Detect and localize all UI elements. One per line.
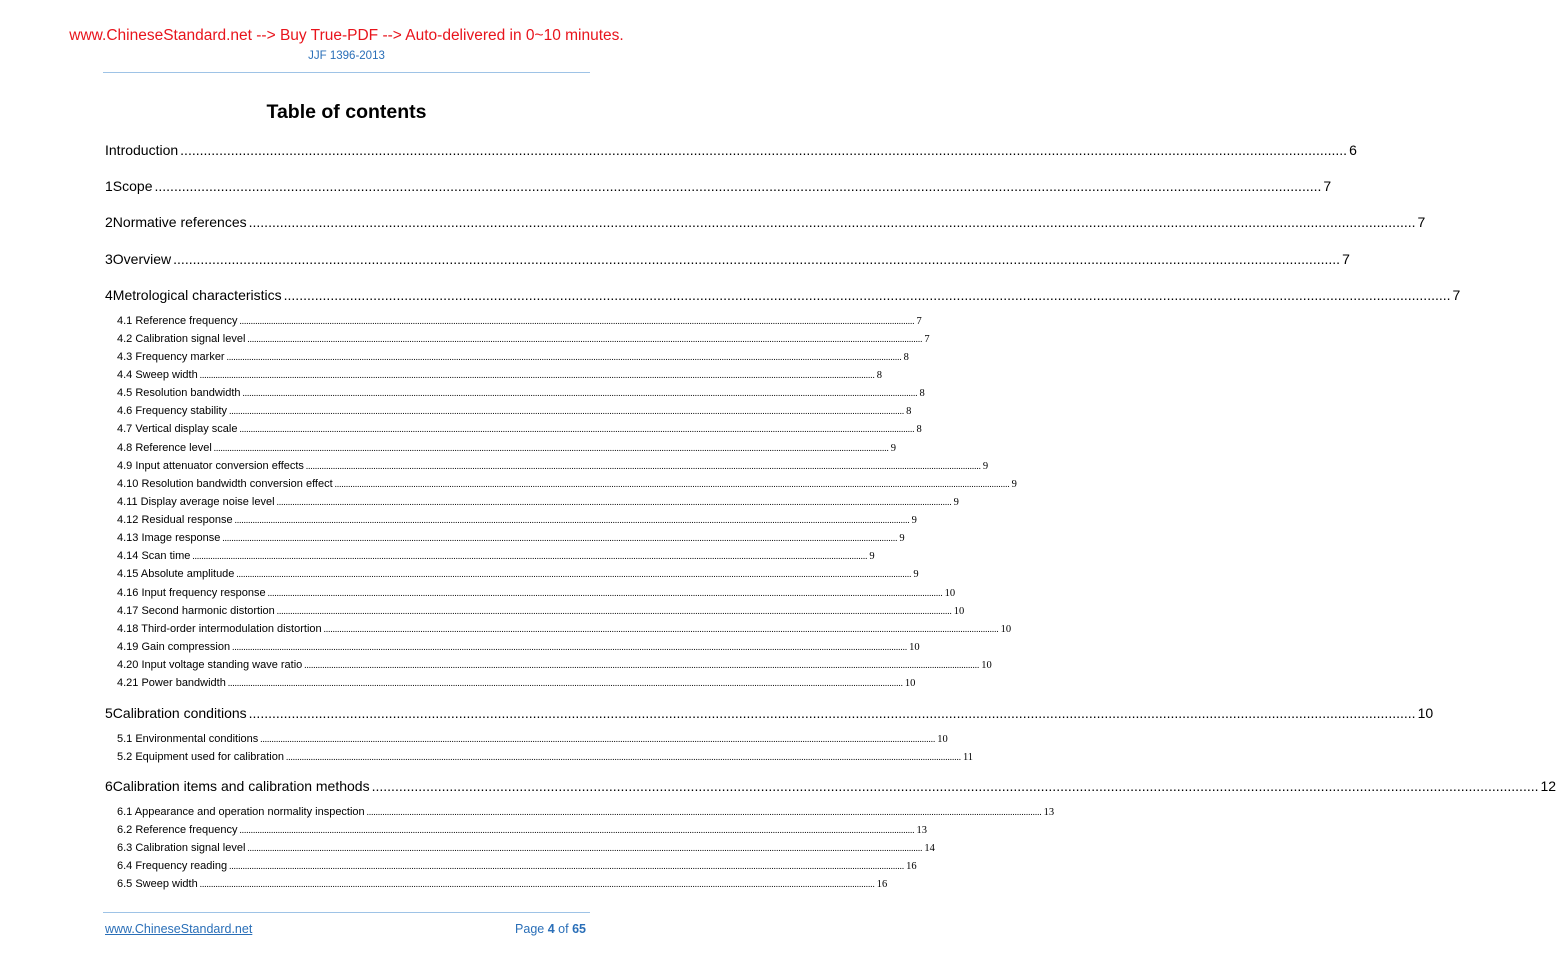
dot-leader: ............................................................................................................................................................................................................................................................................................................ — [199, 370, 875, 380]
dot-leader: ............................................................................................................................................................................................................................................................................................................ — [239, 825, 915, 835]
toc-subentry[interactable] — [117, 605, 965, 619]
toc-subentry-title: 4.10 Resolution bandwidth conversion effect — [117, 478, 333, 490]
toc-subentry-page: 9 — [1011, 479, 1017, 490]
page-of-label: of — [558, 922, 569, 936]
toc-entry-page: 7 — [1452, 287, 1461, 303]
toc-subentry-title: 4.15 Absolute amplitude — [117, 568, 235, 580]
toc-entry-number: 4 — [105, 287, 113, 303]
toc-subentry[interactable] — [117, 514, 917, 528]
toc-subentry-title: 4.2 Calibration signal level — [117, 333, 246, 345]
dot-leader: ............................................................................................................................................................................................................................................................................................................ — [267, 588, 943, 598]
footer-divider — [103, 912, 590, 913]
dot-leader: ............................................................................................................................................................................................................................................................................................................ — [247, 843, 923, 853]
dot-leader: ............................................................................................................................................................................................................................................................................................................ — [305, 461, 981, 471]
toc-entry-title: Metrological characteristics — [112, 287, 282, 303]
dot-leader: ............................................................................................................................................................................................................................................................................................................ — [248, 705, 1416, 721]
toc-entry-overview[interactable] — [105, 251, 1350, 269]
dot-leader: ............................................................................................................................................................................................................................................................................................................ — [334, 479, 1010, 489]
toc-subentry[interactable] — [117, 824, 927, 838]
toc-subentry[interactable] — [117, 550, 875, 564]
toc-subentry[interactable] — [117, 315, 922, 329]
toc-subentry-title: 5.2 Equipment used for calibration — [117, 751, 284, 763]
dot-leader: ............................................................................................................................................................................................................................................................................................................ — [242, 388, 918, 398]
toc-entry-title: Normative references — [112, 214, 247, 230]
toc-subentry-page: 9 — [953, 497, 959, 508]
toc-entry-number: 3 — [105, 251, 113, 267]
toc-entry-metrological-characteristics[interactable] — [105, 287, 1461, 305]
toc-entry-scope[interactable] — [105, 178, 1332, 196]
toc-entry-introduction[interactable] — [105, 142, 1357, 160]
toc-entry-number: 6 — [105, 778, 113, 794]
toc-subentry[interactable] — [117, 496, 959, 510]
dot-leader: ............................................................................................................................................................................................................................................................................................................ — [180, 142, 1348, 158]
toc-subentry[interactable] — [117, 677, 916, 691]
toc-subentry-page: 7 — [916, 316, 922, 327]
toc-entry-number: 2 — [105, 214, 113, 230]
dot-leader: ............................................................................................................................................................................................................................................................................................................ — [229, 406, 905, 416]
toc-subentry[interactable] — [117, 442, 897, 456]
toc-subentry-page: 16 — [876, 879, 888, 890]
toc-entry-title: Calibration items and calibration methods — [112, 778, 370, 794]
toc-entry-title: Overview — [112, 251, 172, 267]
dot-leader: ............................................................................................................................................................................................................................................................................................................ — [226, 352, 902, 362]
toc-subentry-page: 9 — [890, 443, 897, 454]
toc-entry-page: 7 — [1417, 214, 1426, 230]
toc-subentry[interactable] — [117, 351, 909, 365]
document-code: JJF 1396-2013 — [308, 50, 385, 62]
toc-entry-page: 6 — [1349, 142, 1357, 158]
toc-subentry-title: 4.8 Reference level — [117, 442, 212, 454]
toc-subentry-title: 4.17 Second harmonic distortion — [117, 605, 275, 617]
dot-leader: ............................................................................................................................................................................................................................................................................................................ — [239, 316, 915, 326]
dot-leader: ............................................................................................................................................................................................................................................................................................................ — [173, 251, 1341, 267]
total-pages: 65 — [572, 922, 586, 936]
dot-leader: ............................................................................................................................................................................................................................................................................................................ — [304, 660, 980, 670]
toc-subentry[interactable] — [117, 568, 919, 582]
dot-leader: ............................................................................................................................................................................................................................................................................................................ — [260, 734, 936, 744]
toc-subentry-title: 4.16 Input frequency response — [117, 587, 266, 599]
banner-text: www.ChineseStandard.net --> Buy True-PDF --> Auto-delivered in 0~10 minutes. — [69, 27, 624, 44]
toc-subentry-title: 4.13 Image response — [117, 532, 221, 544]
dot-leader: ............................................................................................................................................................................................................................................................................................................ — [213, 443, 889, 453]
toc-subentry-page: 8 — [919, 388, 925, 399]
toc-subentry-page: 10 — [953, 606, 965, 617]
dot-leader: ............................................................................................................................................................................................................................................................................................................ — [283, 287, 1451, 303]
toc-subentry[interactable] — [117, 659, 992, 673]
dot-leader: ............................................................................................................................................................................................................................................................................................................ — [192, 551, 868, 561]
toc-subentry-title: 4.11 Display average noise level — [117, 496, 275, 508]
toc-subentry-title: 4.5 Resolution bandwidth — [117, 387, 241, 399]
toc-entry-number: 1 — [105, 178, 113, 194]
dot-leader: ............................................................................................................................................................................................................................................................................................................ — [276, 497, 952, 507]
toc-subentry-page: 8 — [906, 406, 912, 417]
dot-leader: ............................................................................................................................................................................................................................................................................................................ — [371, 778, 1539, 794]
dot-leader: ............................................................................................................................................................................................................................................................................................................ — [248, 214, 1416, 230]
toc-subentry[interactable] — [117, 641, 920, 655]
toc-entry-title: Introduction — [105, 142, 179, 158]
toc-subentry-page: 10 — [904, 678, 916, 689]
toc-subentry-title: 4.6 Frequency stability — [117, 405, 228, 417]
dot-leader: ............................................................................................................................................................................................................................................................................................................ — [227, 678, 903, 688]
toc-entry-title: Calibration conditions — [112, 705, 247, 721]
toc-subentry[interactable] — [117, 405, 912, 419]
toc-subentry-title: 4.1 Reference frequency — [117, 315, 238, 327]
dot-leader: ............................................................................................................................................................................................................................................................................................................ — [285, 752, 961, 762]
toc-subentry-page: 9 — [982, 461, 989, 472]
toc-subentry-page: 9 — [869, 551, 875, 562]
toc-subentry-title: 4.18 Third-order intermodulation distortion — [117, 623, 322, 635]
toc-subentry[interactable] — [117, 333, 930, 347]
toc-entry-calibration-items[interactable] — [105, 778, 1556, 796]
page-label: Page — [515, 922, 545, 936]
toc-subentry-page: 9 — [899, 533, 905, 544]
toc-entry-page: 10 — [1417, 705, 1434, 721]
toc-entry-title: Scope — [112, 178, 153, 194]
toc-subentry-title: 4.21 Power bandwidth — [117, 677, 226, 689]
toc-subentry-page: 13 — [916, 825, 927, 836]
toc-subentry-page: 10 — [981, 660, 992, 671]
toc-subentry-title: 5.1 Environmental conditions — [117, 733, 259, 745]
toc-subentry-page: 8 — [903, 352, 909, 363]
toc-subentry-page: 13 — [1043, 807, 1055, 818]
toc-entry-page: 12 — [1540, 778, 1556, 794]
toc-subentry-page: 8 — [876, 370, 882, 381]
toc-subentry-page: 10 — [909, 642, 920, 653]
toc-subentry[interactable] — [117, 733, 948, 747]
toc-entry-page: 7 — [1323, 178, 1332, 194]
toc-subentry-page: 8 — [916, 424, 922, 435]
toc-subentry-page: 7 — [924, 334, 930, 345]
dot-leader: ............................................................................................................................................................................................................................................................................................................ — [199, 879, 875, 889]
toc-subentry[interactable] — [117, 460, 989, 474]
dot-leader: ............................................................................................................................................................................................................................................................................................................ — [239, 424, 915, 434]
toc-subentry-page: 16 — [906, 861, 917, 872]
toc-subentry[interactable] — [117, 806, 1055, 820]
dot-leader: ............................................................................................................................................................................................................................................................................................................ — [232, 642, 908, 652]
toc-subentry-title: 4.20 Input voltage standing wave ratio — [117, 659, 303, 671]
toc-subentry-title: 4.19 Gain compression — [117, 641, 231, 653]
page-title: Table of contents — [266, 101, 427, 123]
toc-subentry[interactable] — [117, 387, 925, 401]
page-indicator — [515, 922, 586, 936]
toc-subentry[interactable] — [117, 842, 935, 856]
toc-subentry-page: 10 — [937, 734, 948, 745]
toc-subentry[interactable] — [117, 587, 956, 601]
toc-subentry-title: 6.1 Appearance and operation normality inspection — [117, 806, 365, 818]
toc-subentry-page: 9 — [911, 515, 917, 526]
toc-entry-number: 5 — [105, 705, 113, 721]
toc-subentry-page: 10 — [1000, 624, 1012, 635]
toc-subentry-title: 4.4 Sweep width — [117, 369, 198, 381]
toc-subentry-title: 4.14 Scan time — [117, 550, 191, 562]
toc-entry-page: 7 — [1342, 251, 1350, 267]
toc-subentry-title: 6.4 Frequency reading — [117, 860, 228, 872]
toc-subentry[interactable] — [117, 423, 922, 437]
current-page: 4 — [547, 922, 555, 936]
toc-subentry-title: 6.2 Reference frequency — [117, 824, 238, 836]
dot-leader: ............................................................................................................................................................................................................................................................................................................ — [154, 178, 1322, 194]
toc-subentry-title: 4.3 Frequency marker — [117, 351, 225, 363]
toc-entry-calibration-conditions[interactable] — [105, 705, 1434, 723]
dot-leader: ............................................................................................................................................................................................................................................................................................................ — [234, 515, 910, 525]
footer-website-link[interactable]: www.ChineseStandard.net — [105, 922, 253, 936]
dot-leader: ............................................................................................................................................................................................................................................................................................................ — [323, 624, 999, 634]
dot-leader: ............................................................................................................................................................................................................................................................................................................ — [229, 861, 905, 871]
dot-leader: ............................................................................................................................................................................................................................................................................................................ — [247, 334, 923, 344]
toc-subentry[interactable] — [117, 751, 974, 765]
toc-subentry[interactable] — [117, 478, 1017, 492]
toc-subentry[interactable] — [117, 369, 882, 383]
toc-subentry-title: 4.7 Vertical display scale — [117, 423, 238, 435]
toc-subentry-page: 10 — [944, 588, 956, 599]
dot-leader: ............................................................................................................................................................................................................................................................................................................ — [366, 807, 1042, 817]
toc-subentry-title: 6.3 Calibration signal level — [117, 842, 246, 854]
toc-subentry-title: 4.9 Input attenuator conversion effects — [117, 460, 304, 472]
toc-subentry-title: 6.5 Sweep width — [117, 878, 198, 890]
dot-leader: ............................................................................................................................................................................................................................................................................................................ — [236, 569, 912, 579]
toc-subentry[interactable] — [117, 532, 905, 546]
toc-subentry-page: 14 — [924, 843, 935, 854]
toc-subentry-page: 11 — [962, 752, 974, 763]
toc-subentry[interactable] — [117, 623, 1012, 637]
toc-entry-normative-references[interactable] — [105, 214, 1426, 232]
dot-leader: ............................................................................................................................................................................................................................................................................................................ — [276, 606, 952, 616]
toc-subentry-page: 9 — [913, 569, 919, 580]
toc-subentry[interactable] — [117, 878, 888, 892]
dot-leader: ............................................................................................................................................................................................................................................................................................................ — [222, 533, 898, 543]
toc-subentry[interactable] — [117, 860, 917, 874]
toc-subentry-title: 4.12 Residual response — [117, 514, 233, 526]
